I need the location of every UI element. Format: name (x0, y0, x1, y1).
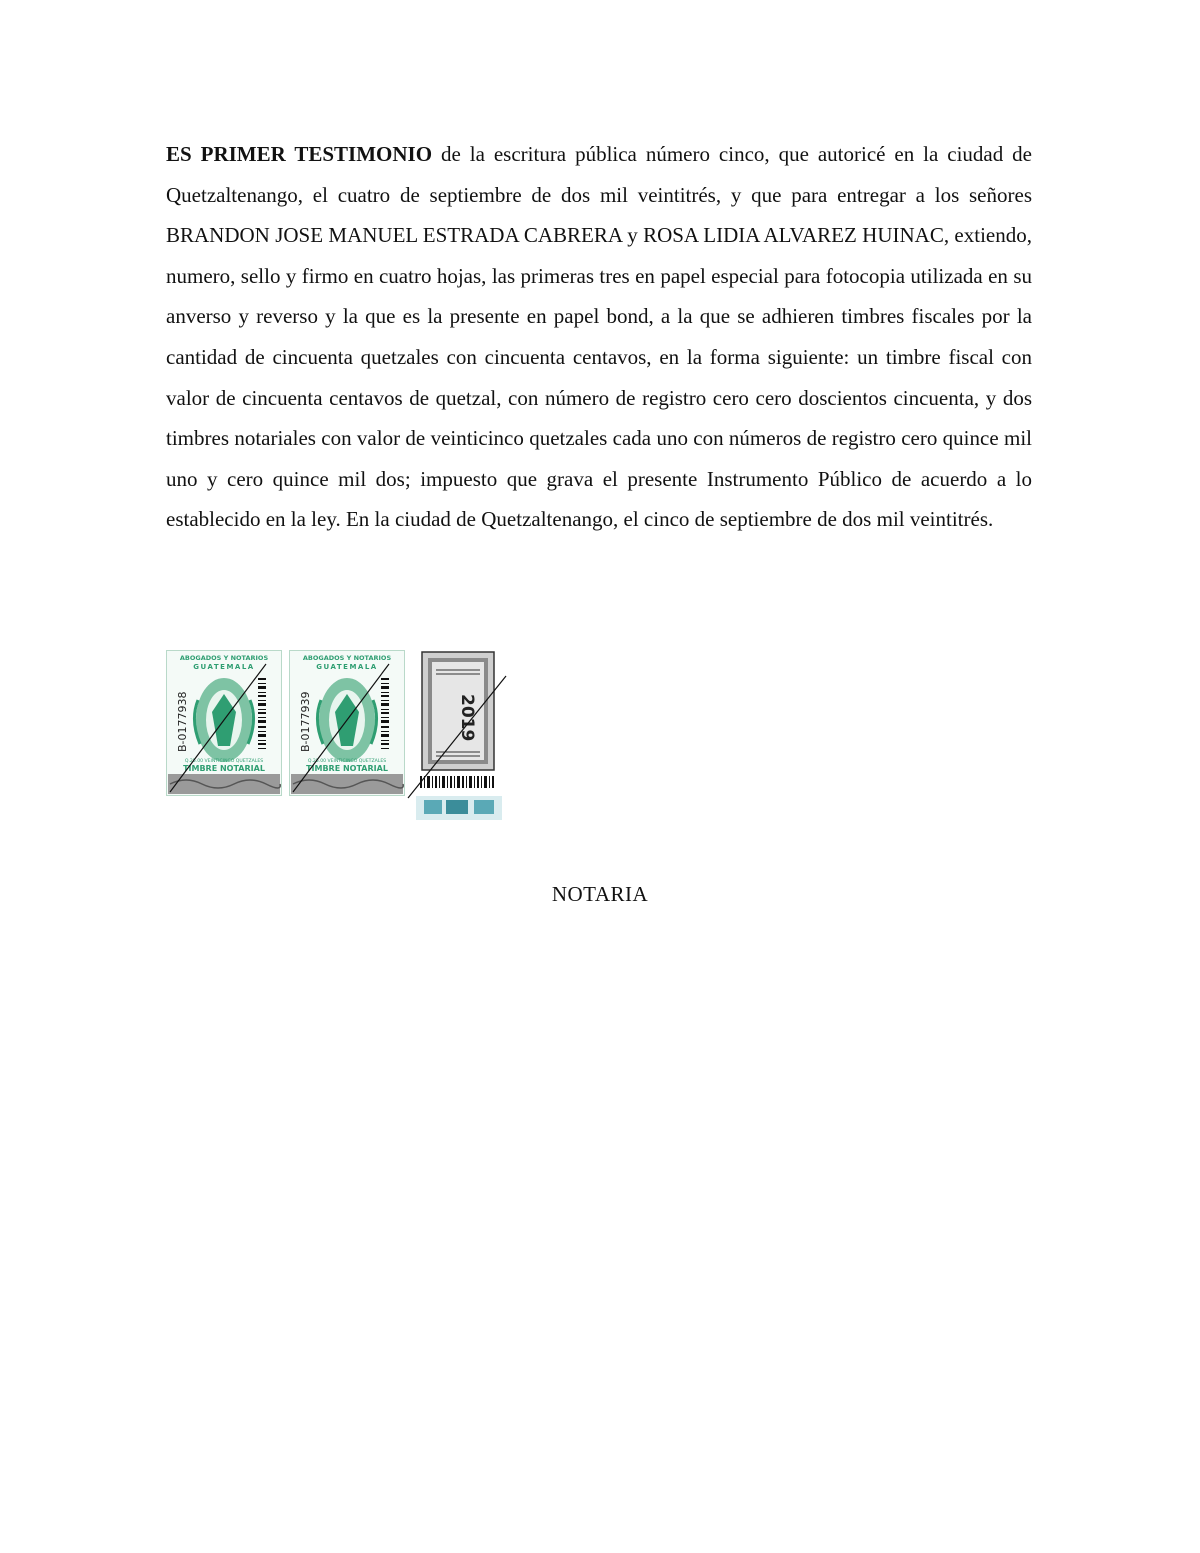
stamp-header: ABOGADOS Y NOTARIOS (179, 654, 269, 662)
stamp-footer: TIMBRE NOTARIAL (306, 764, 388, 773)
fiscal-stamp-year: 2019 (457, 694, 477, 742)
testimonio-paragraph (166, 134, 1032, 540)
stamps-row (166, 646, 511, 826)
stamp-value-line: Q.25.00 VEINTICINCO QUETZALES (184, 759, 264, 764)
stamp-header: ABOGADOS Y NOTARIOS (302, 654, 392, 662)
notarial-stamp-2 (289, 650, 405, 796)
stamp-value-line: Q.25.00 VEINTICINCO QUETZALES (307, 759, 387, 764)
stamp-subheader: GUATEMALA (193, 663, 255, 671)
stamp-security-strip (168, 774, 280, 794)
stamp-footer: TIMBRE NOTARIAL (183, 764, 265, 773)
signature-label: NOTARIA (551, 882, 649, 906)
fiscal-stamp (406, 646, 510, 824)
testimonio-body: de la escritura pública número cinco, que autoricé en la ciudad de Quetzaltenango, el cuatro de septiembre de dos mil veintitrés, y que para entregar a los señores BRANDON JOSE MANUEL ESTRADA CABRERA y ROSA LIDIA ALVAREZ HUINAC, extiendo, numero, sello y firmo en cuatro hojas, las primeras tres en papel especial para fotocopia utilizada en su anverso y reverso y la que es la presente en papel bond, a la que se adhieren timbres fiscales por la cantidad de cincuenta quetzales con cincuenta centavos, en la forma siguiente: un timbre fiscal con valor de cincuenta centavos de quetzal, con número de registro cero cero doscientos cincuenta, y dos timbres notariales con valor de veinticinco quetzales cada uno con números de registro cero quince mil uno y cero quince mil dos; impuesto que grava el presente Instrumento Público de acuerdo a lo establecido en la ley. En la ciudad de Quetzaltenango, el cinco de septiembre de dos mil veintitrés. (166, 142, 1032, 532)
fiscal-barcode-icon (420, 776, 494, 788)
stamp-security-strip (291, 774, 403, 794)
stamp-serial: B-0177939 (299, 691, 312, 752)
stamp-subheader: GUATEMALA (316, 663, 378, 671)
stamp-serial: B-0177938 (176, 691, 189, 752)
testimonio-lead: ES PRIMER TESTIMONIO (166, 142, 433, 166)
notarial-stamp-1 (166, 650, 282, 796)
